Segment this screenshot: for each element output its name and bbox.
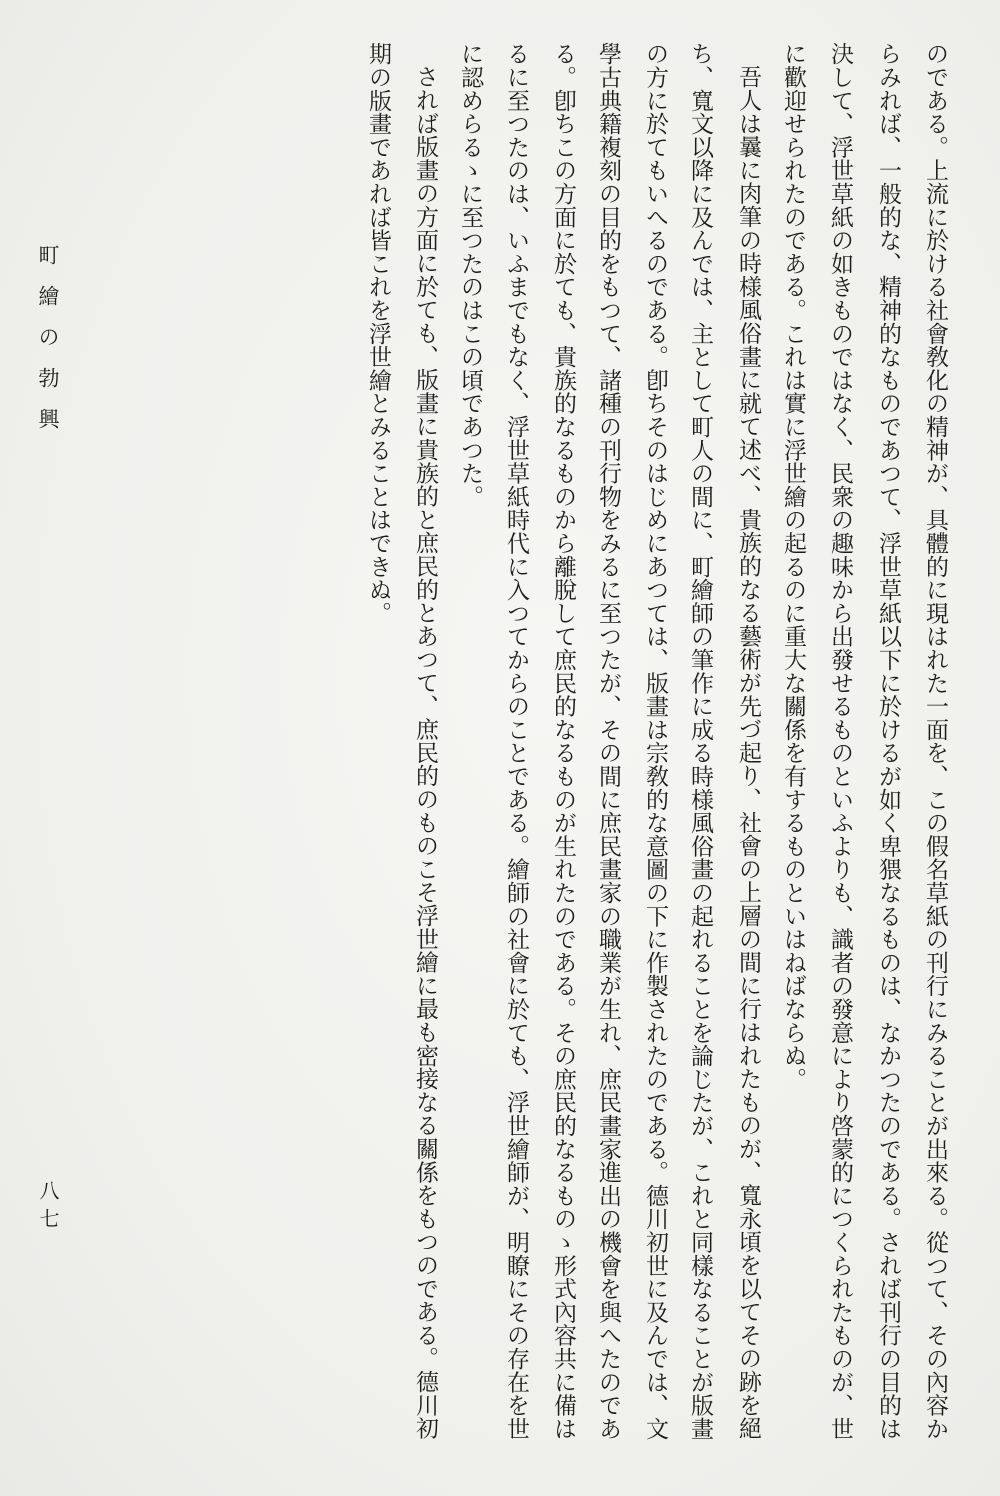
running-head: 町繪の勃興 [36, 244, 60, 449]
text-column: るに至つたのは、いふまでもなく、浮世草紙時代に入つてからのことである。繪師の社會に於ても、浮世繪師が、明瞭にその存在を世 [503, 42, 529, 1440]
text-column: 期の版畫であれば皆これを浮世繪とみることはできぬ。 [365, 42, 391, 625]
text-column: のである。上流に於ける社會敎化の精神が、具體的に現はれた一面を、この假名草紙の刊行にみることが出來る。從つて、その內容か [922, 42, 948, 1440]
text-column: されば版畫の方面に於ても、版畫に貴族的と庶民的とあつて、庶民的のものこそ浮世繪に最も密接なる關係をもつのである。德川初 [412, 65, 438, 1440]
text-column: ち、寬文以降に及んでは、主として町人の間に、町繪師の筆作に成る時様風俗畫の起れることを論じたが、これと同樣なることが版畫 [687, 42, 713, 1440]
text-column: 學古典籍複刻の目的をもつて、諸種の刊行物をみるに至つたが、その間に庶民畫家の職業が生れ、庶民畫家進出の機會を與へたのであ [595, 42, 621, 1440]
text-column: に歡迎せられたのである。これは實に浮世繪の起るのに重大な關係を有するものといはねばならぬ。 [780, 42, 806, 1091]
page-number: 八七 [36, 1180, 60, 1236]
text-column: に認めらるゝに至つたのはこの頃であつた。 [457, 42, 483, 508]
text-column: 決して、浮世草紙の如きものではなく、民衆の趣味から出發せるものといふよりも、識者の發意により啓蒙的につくられたものが、世 [827, 42, 853, 1440]
text-column: の方に於てもいへるのである。卽ちそのはじめにあつては、版畫は宗敎的な意圖の下に作製されたのである。德川初世に及んでは、文 [642, 42, 668, 1440]
text-column: らみれば、一般的な、精神的なものであつて、浮世草紙以下に於けるが如く卑猥なるものは、なかつたのである。されば刊行の目的は [875, 42, 901, 1440]
text-column: る。卽ちこの方面に於ても、貴族的なるものから離脫して庶民的なるものが生れたのである。その庶民的なるものゝ形式內容共に備は [550, 42, 576, 1440]
text-column: 吾人は曩に肉筆の時様風俗畫に就て述べ、貴族的なる藝術が先づ起り、社會の上層の間に行はれたものが、寬永頃を以てその跡を絕 [735, 65, 761, 1440]
